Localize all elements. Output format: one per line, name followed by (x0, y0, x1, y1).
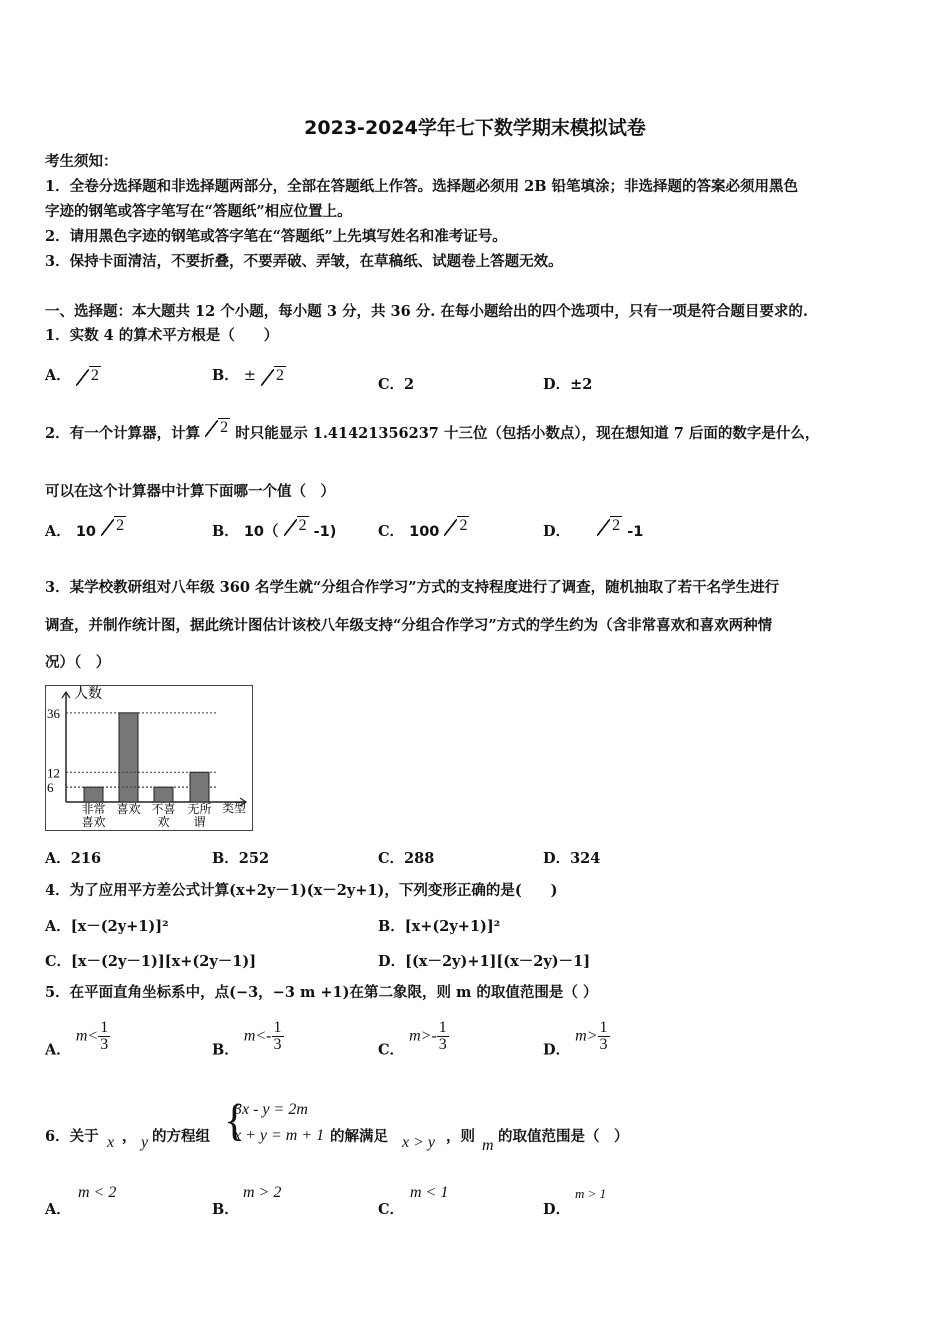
y-axis-label: 人数 (74, 686, 102, 702)
option-value: [x－(2y－1)][x+(2y－1)] (71, 953, 257, 970)
q4-option-b (378, 915, 500, 936)
q6-option-b: m > 2 (243, 1184, 282, 1201)
x-tick-label: 不喜 (151, 802, 176, 816)
plus-minus: ± (243, 368, 256, 384)
sqrt-symbol (76, 367, 101, 385)
q4-option-a (45, 915, 168, 936)
q3-option-c (378, 847, 434, 868)
option-label: D． (543, 523, 571, 540)
q5-option-c (378, 1020, 449, 1060)
notice-line-2: 2．请用黑色字迹的钢笔或答字笔在“答题纸”上先填写姓名和准考证号。 (45, 228, 507, 245)
option-label: C． (378, 376, 405, 393)
option-label: D． (543, 850, 571, 867)
q6-stem-d: ，则 (446, 1128, 475, 1145)
option-label: B． (212, 523, 239, 540)
option-value: 100 (409, 524, 440, 540)
option-label: D． (378, 953, 406, 970)
option-value: 216 (70, 850, 102, 867)
q6-stem-c: 的解满足 (330, 1128, 388, 1145)
option-value-pre: 10（ (243, 524, 279, 540)
q6-option-b-label: B． (212, 1201, 239, 1218)
q6-option-a: m < 2 (78, 1184, 117, 1201)
q3-stem-line-2: 调查，并制作统计图，据此统计图估计该校八年级支持“分组合作学习”方式的学生约为（含非常喜欢和喜欢两种情 (45, 617, 773, 634)
fraction (598, 1020, 610, 1053)
bar (119, 713, 138, 802)
numerator: 1 (438, 1019, 447, 1036)
option-label: C． (378, 850, 405, 867)
option-label: B． (378, 918, 405, 935)
q3-option-a (45, 847, 101, 868)
fraction (272, 1020, 284, 1053)
option-prefix: m< (75, 1027, 99, 1045)
y-tick-label: 36 (47, 705, 60, 721)
notice-line-1a: 1．全卷分选择题和非选择题两部分，全部在答题纸上作答。选择题必须用 2B 铅笔填涂；非选择题的答案必须用黑色 (45, 178, 799, 195)
radicand: 2 (298, 517, 307, 534)
option-label: A． (45, 367, 71, 384)
q2-option-b (212, 517, 337, 541)
option-value: 2 (404, 376, 415, 393)
q5-option-d (543, 1020, 610, 1060)
option-label: A． (45, 1041, 71, 1059)
x-tick-label: 喜欢 (116, 802, 141, 816)
numerator: 1 (100, 1019, 109, 1036)
q2-stem-part-b: 时只能显示 1.41421356237 十三位（包括小数点），现在想知道 7 后面的数字是什么， (235, 425, 820, 442)
bar (190, 772, 209, 802)
q6-option-d-label: D． (543, 1201, 571, 1218)
y-tick-label: 12 (47, 765, 60, 781)
system-brace: { (224, 1096, 246, 1145)
option-label: A． (45, 850, 71, 867)
bar-chart (45, 685, 253, 831)
x-tick-label: 谓 (193, 815, 206, 829)
q6-stem-e: 的取值范围是（ ） (498, 1128, 629, 1145)
option-value: 252 (238, 850, 270, 867)
option-value-post: -1) (313, 524, 337, 540)
x-tick-label: 无所 (187, 802, 212, 816)
q4-option-d (378, 950, 590, 971)
option-label: C． (378, 523, 405, 540)
numerator: 1 (273, 1019, 282, 1036)
radicand: 2 (276, 367, 285, 384)
q2-stem-line-1 (45, 419, 820, 444)
q6-equation-2: x + y = m + 1 (234, 1127, 325, 1144)
q1-stem: 1．实数 4 的算术平方根是（ ） (45, 327, 279, 344)
q4-option-c (45, 950, 256, 971)
radicand: 2 (459, 517, 468, 534)
q6-var-m: m (482, 1137, 494, 1154)
q6-condition: x > y (402, 1134, 435, 1151)
x-tick-label: 欢 (157, 815, 170, 829)
option-value: 288 (404, 850, 435, 867)
radicand: 2 (90, 367, 99, 384)
q2-option-c (378, 517, 469, 541)
q6-option-c: m < 1 (410, 1184, 449, 1201)
fraction (437, 1020, 449, 1053)
option-label: D． (543, 376, 571, 393)
radicand: 2 (116, 517, 125, 534)
option-value: ±2 (570, 376, 593, 393)
section-heading: 一、选择题：本大题共 12 个小题，每小题 3 分，共 36 分. 在每小题给出的四个选项中，只有一项是符合题目要求的. (45, 303, 808, 320)
q4-stem: 4．为了应用平方差公式计算(x+2y－1)(x－2y+1)，下列变形正确的是( ) (45, 882, 558, 899)
radicand: 2 (220, 419, 229, 436)
sqrt-symbol (205, 418, 230, 438)
q6-var-x: x (107, 1134, 115, 1151)
q2-option-a (45, 517, 126, 541)
bar (84, 787, 103, 802)
fraction (98, 1020, 110, 1053)
page-title: 2023-2024学年七下数学期末模拟试卷 (304, 117, 646, 139)
sqrt-symbol (101, 517, 126, 535)
q2-stem-part-a: 2．有一个计算器，计算 (45, 425, 201, 442)
sqrt-symbol (284, 517, 309, 535)
q5-option-a (45, 1020, 110, 1060)
x-axis-label: 类型 (222, 801, 247, 815)
denominator: 3 (273, 1036, 282, 1053)
option-value: [x－(2y+1)]² (70, 918, 169, 935)
notice-heading: 考生须知： (45, 153, 118, 170)
q3-stem-line-1: 3．某学校教研组对八年级 360 名学生就“分组合作学习”方式的支持程度进行了调查，随机抽取了若干名学生进行 (45, 579, 780, 596)
denominator: 3 (438, 1036, 447, 1053)
denominator: 3 (100, 1036, 109, 1053)
option-label: A． (45, 918, 71, 935)
option-value: 324 (570, 850, 601, 867)
x-tick-label: 喜欢 (81, 815, 106, 829)
q6-equation-1: 3x - y = 2m (234, 1101, 308, 1118)
q6-option-c-label: C． (378, 1201, 405, 1218)
x-tick-label: 非常 (81, 802, 106, 816)
notice-line-1b: 字迹的钢笔或答字笔写在“答题纸”相应位置上。 (45, 203, 352, 220)
sqrt-symbol (597, 517, 622, 535)
option-value: 10 (75, 524, 97, 540)
q3-stem-line-3: 况）（ ） (45, 654, 111, 671)
option-label: B． (212, 850, 239, 867)
radicand: 2 (612, 517, 621, 534)
q1-option-c (378, 373, 414, 394)
q6-option-d: m > 1 (575, 1186, 607, 1201)
q6-var-y: y (141, 1134, 149, 1151)
option-label: D． (543, 1041, 571, 1059)
q3-option-b (212, 847, 269, 868)
q6-stem-b: 的方程组 (152, 1128, 210, 1145)
q2-stem-line-2: 可以在这个计算器中计算下面哪一个值（ ） (45, 483, 335, 500)
option-value: [(x－2y)+1][(x－2y)－1] (405, 953, 591, 970)
bar (154, 787, 173, 802)
option-label: B． (212, 367, 239, 384)
option-label: C． (45, 953, 72, 970)
option-label: C． (378, 1041, 405, 1059)
option-prefix: m<- (243, 1027, 272, 1045)
option-label: B． (212, 1041, 239, 1059)
q6-option-a-label: A． (45, 1201, 71, 1218)
option-prefix: m> (575, 1027, 598, 1045)
denominator: 3 (599, 1036, 608, 1053)
q5-option-b (212, 1020, 284, 1060)
q3-option-d (543, 847, 600, 868)
q1-option-b (212, 364, 286, 385)
option-value: [x+(2y+1)]² (404, 918, 501, 935)
notice-line-3: 3．保持卡面清洁，不要折叠，不要弄破、弄皱，在草稿纸、试题卷上答题无效。 (45, 253, 563, 270)
y-tick-label: 6 (47, 780, 54, 796)
sqrt-symbol (261, 367, 286, 385)
q6-stem-a: 6．关于 (45, 1128, 99, 1145)
numerator: 1 (599, 1019, 608, 1036)
bar-chart-svg (46, 686, 252, 830)
sqrt-symbol (444, 517, 469, 535)
q1-option-d (543, 373, 592, 394)
option-value-post: -1 (627, 524, 644, 540)
q5-stem: 5．在平面直角坐标系中，点(−3，−3 m +1)在第二象限，则 m 的取值范围是（ ） (45, 984, 598, 1001)
q6-comma: ， (122, 1128, 137, 1145)
q1-option-a (45, 364, 101, 385)
q2-option-d (543, 517, 644, 541)
option-label: A． (45, 523, 71, 540)
option-prefix: m>- (409, 1027, 437, 1045)
